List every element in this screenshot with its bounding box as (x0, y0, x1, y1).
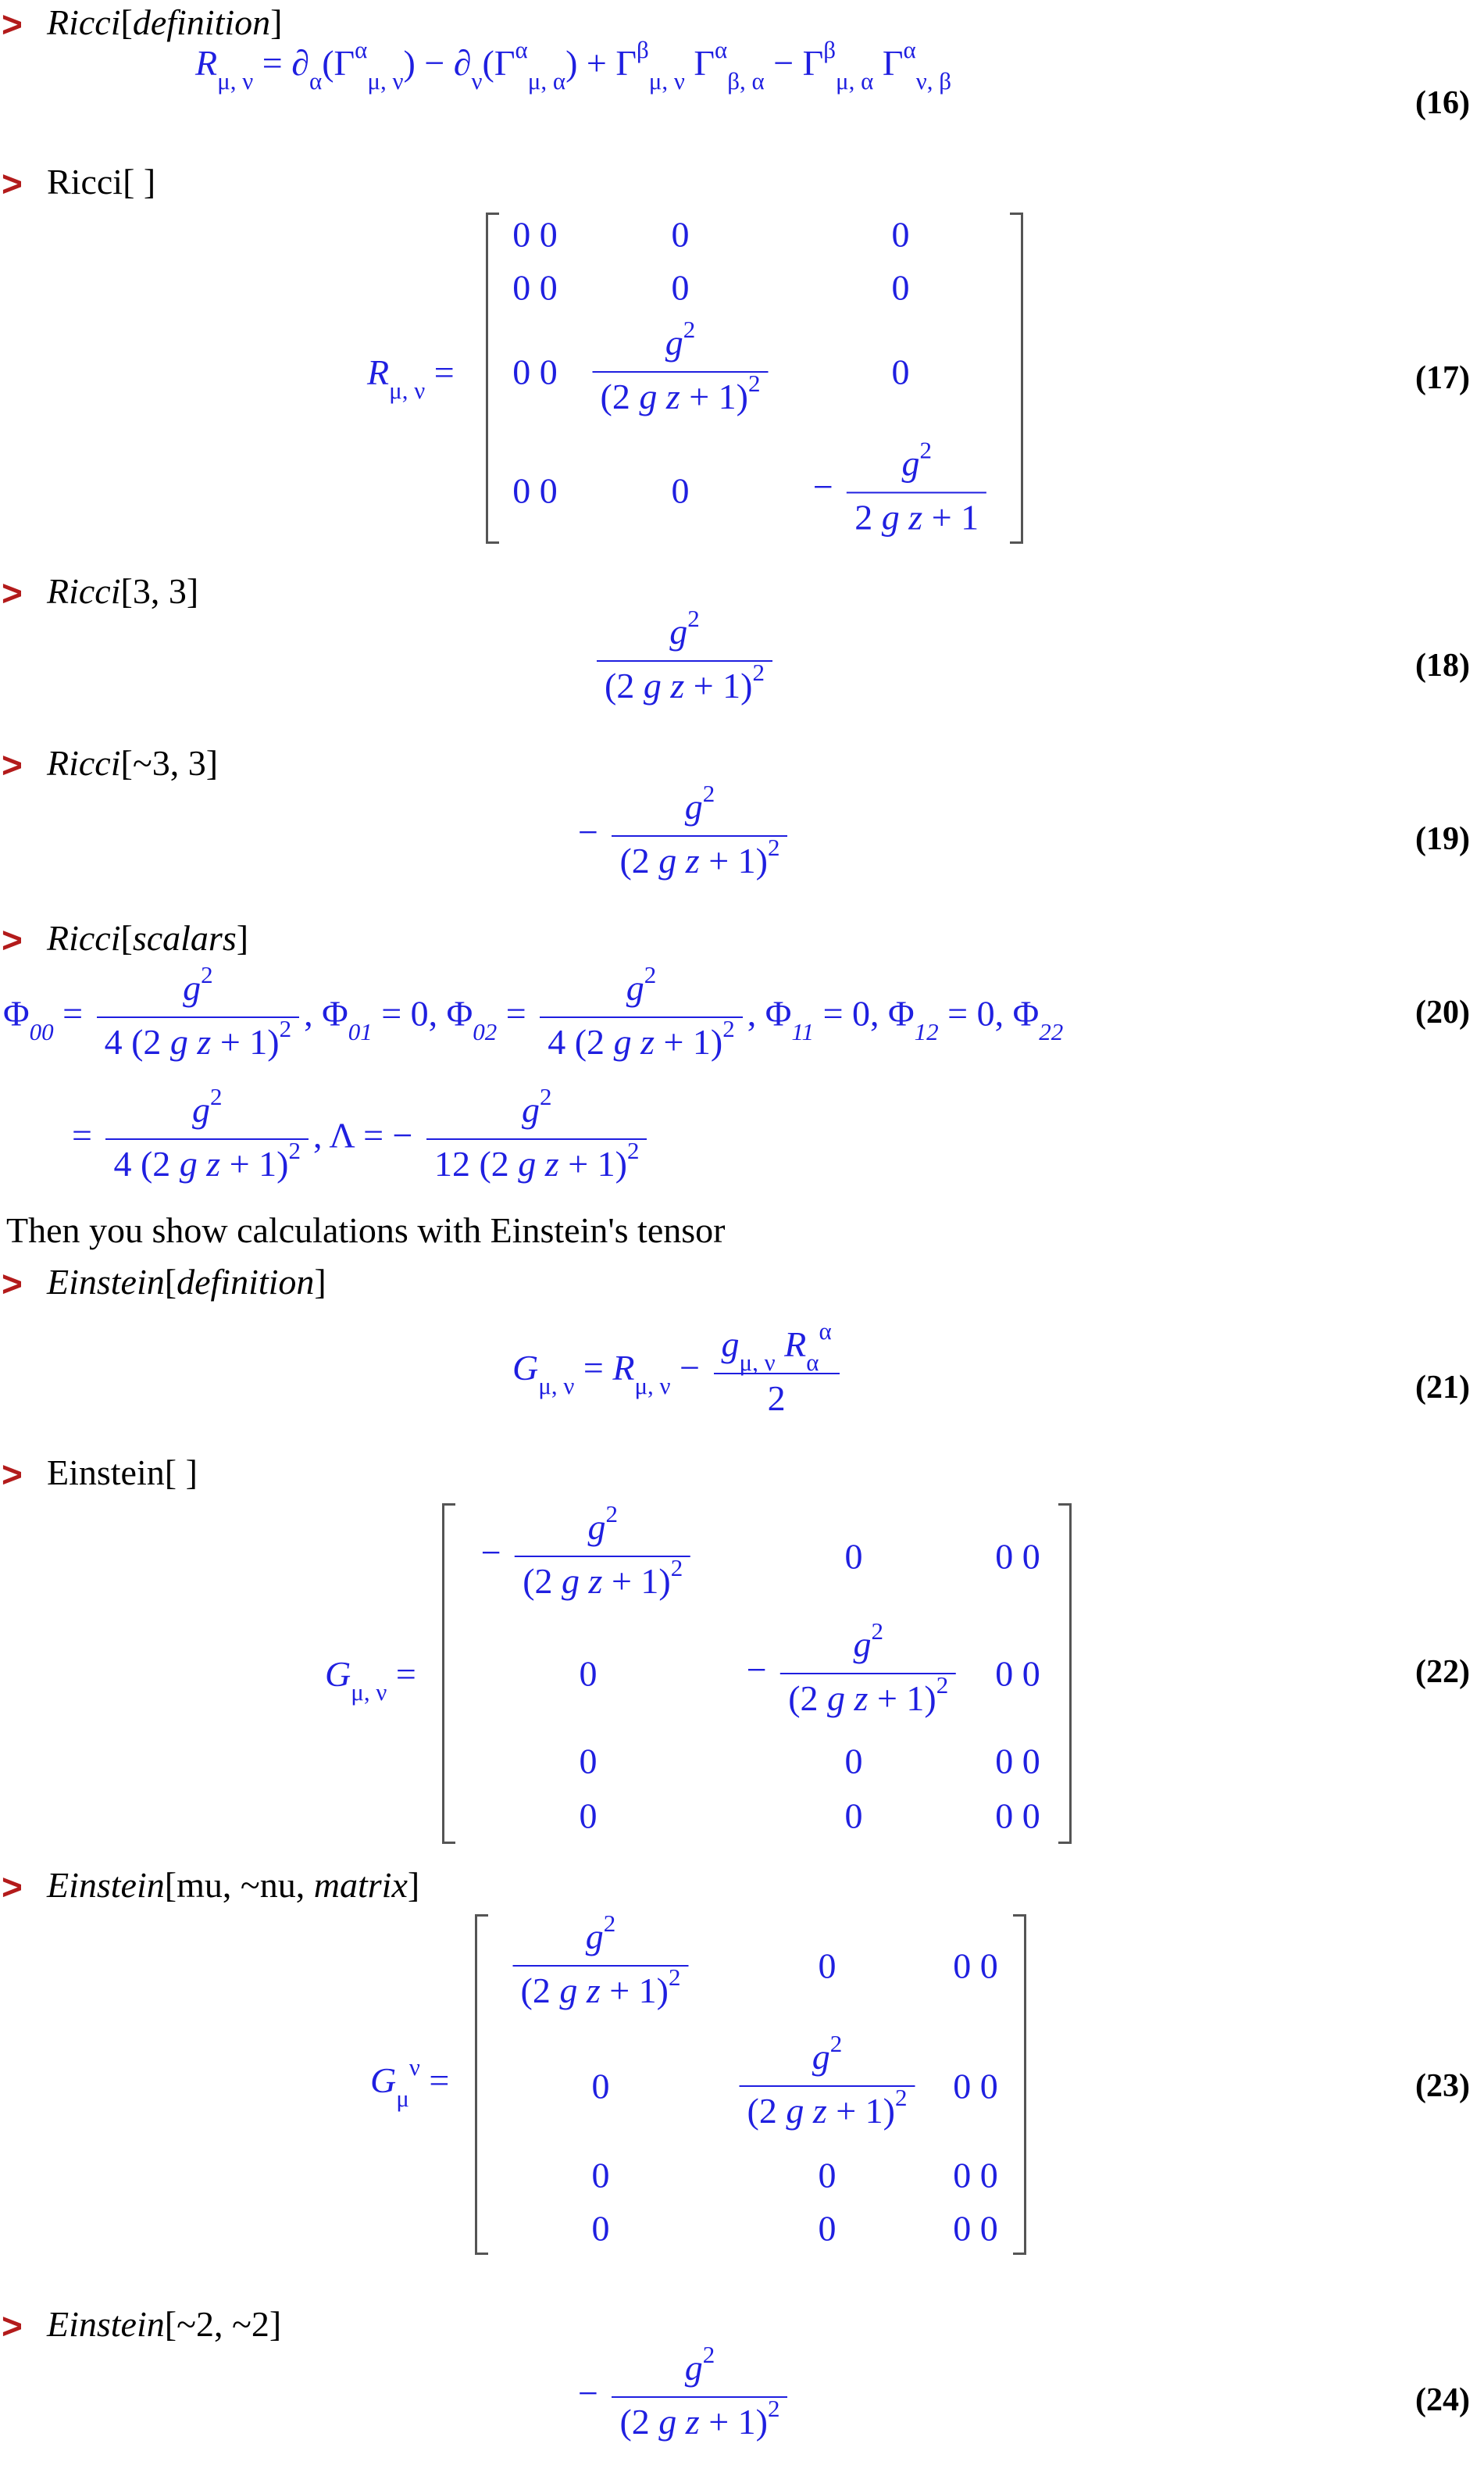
matrix-cell: − $\frac{g^2}{\text{2 g z + 1}}$ (813, 440, 991, 542)
prompt-marker: > (2, 2306, 23, 2346)
matrix-cell: 0 0 (512, 214, 558, 255)
prompt-marker: > (2, 163, 23, 204)
matrix-cell: − $\frac{g^2}{(2 g z + 1)^2}$ (481, 1503, 695, 1609)
matrix-cell: 0 (844, 1536, 863, 1577)
command-einstein-matrix[interactable]: Einstein[ ] (47, 1452, 198, 1492)
matrix-cell: 0 (844, 1741, 863, 1781)
matrix-cell: 0 0 (953, 2155, 998, 2195)
matrix-cell: 0 0 (995, 1536, 1040, 1577)
matrix-cell: 0 (591, 2208, 610, 2249)
matrix-cell: 0 0 (512, 267, 558, 308)
matrix-cell: 0 0 (512, 352, 558, 392)
matrix-cell: 0 (591, 2155, 610, 2195)
matrix-cell: $\frac{g^2}{(2 g z + 1)^2}$ (588, 319, 773, 425)
prompt-marker: > (2, 1263, 23, 1304)
matrix-cell: 0 0 (953, 2066, 998, 2106)
matrix-cell: 0 0 (995, 1741, 1040, 1781)
einstein-mixed-matrix (475, 1910, 1026, 2255)
prompt-marker: > (2, 573, 23, 613)
einstein-matrix (442, 1500, 1072, 1844)
ricci-scalars-output-line1: $\Phi_{00}$ = $\frac{g^2}{4 (2 g z + 1)^2}$ , $\Phi_{01} = 0$, $\Phi_{02}$ = $\frac{g^2}{4 (2 g z + 1)^2}$ , $\Phi_{11} = 0$, $\Phi_{12} = 0$, $\Phi_{22}$ (3, 964, 1063, 1070)
command-einstein-definition[interactable]: Einstein[definition] (47, 1262, 326, 1302)
command-ricci-definition[interactable]: Ricci[definition] (47, 2, 283, 42)
matrix-cell: 0 0 (995, 1653, 1040, 1694)
matrix-cell: 0 (579, 1795, 598, 1836)
matrix-cell: 0 (671, 470, 690, 511)
matrix-cell: − $\frac{g^2}{(2 g z + 1)^2}$ (747, 1620, 961, 1727)
einstein-2-2-output: − $\frac{g^2}{(2 g z + 1)^2}$ (578, 2344, 792, 2450)
command-einstein-2-2[interactable]: Einstein[~2, ~2] (47, 2304, 282, 2344)
matrix-cell: 0 (671, 214, 690, 255)
text-paragraph: Then you show calculations with Einstein's tensor (6, 1210, 726, 1250)
matrix-cell: $\frac{g^2}{(2 g z + 1)^2}$ (508, 1913, 694, 2019)
einstein-mixed-lhs: $G_\mu^\nu$ = (370, 2053, 450, 2112)
matrix-cell: 0 (891, 352, 910, 392)
matrix-cell: 0 (591, 2066, 610, 2106)
matrix-cell: 0 (891, 267, 910, 308)
prompt-marker: > (2, 745, 23, 785)
ricci-scalars-output-line2: = $\frac{g^2}{4 (2 g z + 1)^2}$ , Λ = − $\frac{g^2}{12 (2 g z + 1)^2}$ (72, 1086, 651, 1192)
prompt-marker: > (2, 1454, 23, 1495)
ricci-3-3-output: $\frac{g^2}{(2 g z + 1)^2}$ (592, 608, 777, 714)
prompt-marker: > (2, 920, 23, 960)
matrix-cell: 0 (818, 2208, 837, 2249)
equation-number: (24) (1415, 2382, 1470, 2418)
command-ricci-mixed-3-3[interactable]: Ricci[~3, 3] (47, 743, 219, 783)
equation-number: (19) (1415, 821, 1470, 857)
matrix-cell: 0 (579, 1653, 598, 1694)
command-ricci-matrix[interactable]: Ricci[ ] (47, 162, 156, 202)
ricci-matrix-lhs: $R_{\mu, \nu}$ = (367, 352, 455, 404)
equation-number: (23) (1415, 2068, 1470, 2104)
matrix-cell: 0 (818, 2155, 837, 2195)
matrix-cell: $\frac{g^2}{(2 g z + 1)^2}$ (735, 2033, 920, 2139)
matrix-cell: 0 0 (953, 2208, 998, 2249)
prompt-marker: > (2, 1867, 23, 1907)
equation-number: (21) (1415, 1370, 1470, 1406)
equation-number: (22) (1415, 1654, 1470, 1690)
matrix-cell: 0 0 (995, 1795, 1040, 1836)
einstein-matrix-lhs: $G_{\mu, \nu}$ = (325, 1654, 416, 1706)
matrix-cell: 0 (818, 1945, 837, 1986)
command-ricci-3-3[interactable]: Ricci[3, 3] (47, 571, 199, 611)
matrix-cell: 0 0 (512, 470, 558, 511)
ricci-definition-output: $R_{\mu, \nu} = \partial_\alpha(\Gamma^\alpha_{\mu, \nu}) - \partial_\nu(\Gamma^\alpha_{\mu, \alpha}) + \Gamma^\beta_{\mu, \nu}$ $\Gamma^\alpha_{\beta, \alpha} - \Gamma^\beta_{\mu, \alpha}$ $\Gamma^\alpha_{\nu, \beta}$ (195, 36, 952, 95)
ricci-mixed-3-3-output: − $\frac{g^2}{(2 g z + 1)^2}$ (578, 783, 792, 889)
equation-number: (20) (1415, 995, 1470, 1031)
matrix-cell: 0 (671, 267, 690, 308)
command-einstein-mixed-matrix[interactable]: Einstein[mu, ~nu, matrix] (47, 1865, 420, 1905)
matrix-cell: 0 (579, 1741, 598, 1781)
matrix-cell: 0 0 (953, 1945, 998, 1986)
equation-number: (17) (1415, 360, 1470, 396)
matrix-cell: 0 (891, 214, 910, 255)
command-ricci-scalars[interactable]: Ricci[scalars] (47, 918, 249, 958)
einstein-definition-output: $G_{\mu, \nu} = R_{\mu, \nu}$ − $\frac{g_{\mu, \nu} R_\alpha^\alpha}{2}$ (512, 1320, 844, 1423)
matrix-cell: 0 (844, 1795, 863, 1836)
ricci-matrix (486, 213, 1023, 544)
equation-number: (16) (1415, 85, 1470, 121)
prompt-marker: > (2, 4, 23, 45)
equation-number: (18) (1415, 648, 1470, 684)
